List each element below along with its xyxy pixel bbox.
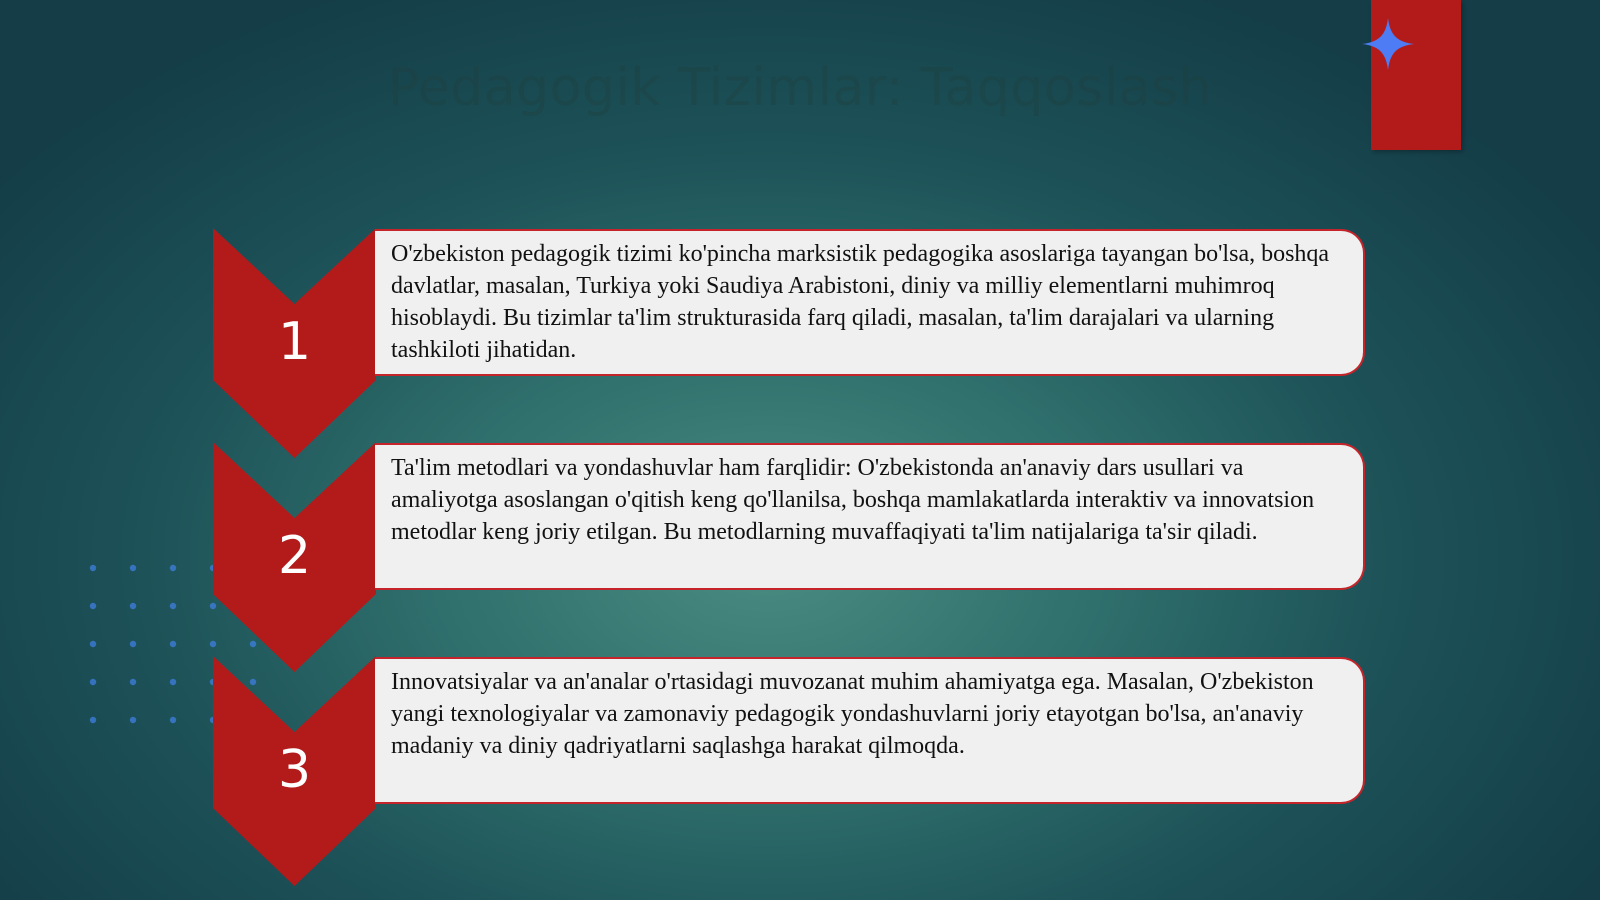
decorative-dot	[90, 603, 96, 609]
four-point-star-icon	[1362, 18, 1414, 70]
decorative-dot	[170, 565, 176, 571]
decorative-dot	[130, 717, 136, 723]
decorative-dot	[170, 603, 176, 609]
decorative-dot	[170, 641, 176, 647]
decorative-dot	[130, 603, 136, 609]
step-1-number: 1	[277, 312, 312, 372]
step-2-number: 2	[277, 526, 312, 586]
decorative-dot	[170, 679, 176, 685]
step-1-text: O'zbekiston pedagogik tizimi ko'pincha marksistik pedagogika asoslariga tayangan bo'lsa, boshqa davlatlar, masalan, Turkiya yoki Saudiya Arabistoni, diniy va milliy elementlarni muhimroq hisoblaydi. Bu tizimlar ta'lim strukturasida farq qiladi, masalan, ta'lim darajalari va ularning tashkiloti jihatidan.	[391, 241, 1330, 363]
slide-title: Pedagogik Tizimlar: Taqqoslash	[387, 58, 1213, 118]
step-1-card	[375, 229, 1365, 376]
decorative-dot	[90, 641, 96, 647]
step-3-card	[375, 657, 1365, 804]
step-2-text: Ta'lim metodlari va yondashuvlar ham farqlidir: O'zbekistonda an'anaviy dars usullari va amaliyotga asoslangan o'qitish keng qo'llanilsa, boshqa mamlakatlarda interaktiv va innovatsion metodlar keng joriy etilgan. Bu metodlarning muvaffaqiyati ta'lim natijalariga ta'sir qiladi.	[391, 455, 1315, 545]
decorative-dot	[90, 717, 96, 723]
decorative-dot	[90, 679, 96, 685]
step-2-card	[375, 443, 1365, 590]
decorative-dot	[90, 565, 96, 571]
decorative-dot	[170, 717, 176, 723]
decorative-dot	[130, 565, 136, 571]
decorative-dot	[130, 679, 136, 685]
step-3-text: Innovatsiyalar va an'analar o'rtasidagi muvozanat muhim ahamiyatga ega. Masalan, O'zbekiston yangi texnologiyalar va zamonaviy pedagogik yondashuvlarni joriy etayotgan bo'lsa, an'anaviy madaniy va diniy qadriyatlarni saqlashga harakat qilmoqda.	[391, 669, 1314, 759]
decorative-dot	[130, 641, 136, 647]
step-3-number: 3	[277, 740, 312, 800]
